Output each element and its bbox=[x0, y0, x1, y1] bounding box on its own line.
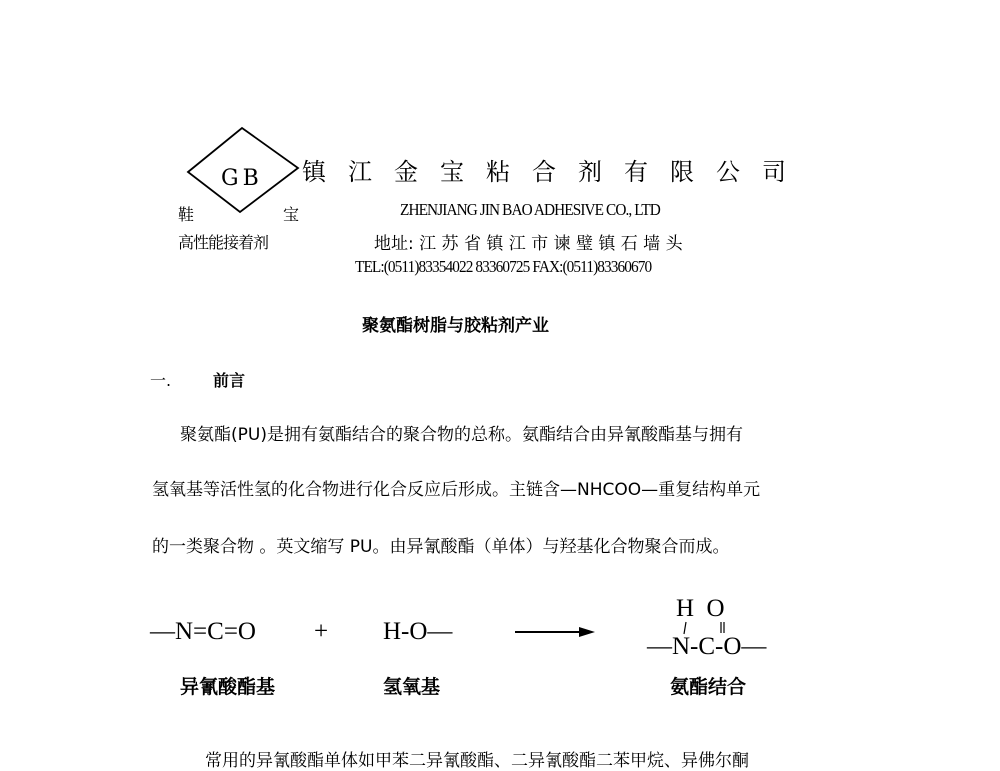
logo-left-char: 鞋 bbox=[178, 205, 195, 224]
company-contact: TEL:(0511)83354022 83360725 FAX:(0511)83360670 bbox=[355, 257, 652, 276]
paragraph-line: 氢氧基等活性氢的化合物进行化合反应后形成。主链含—NHCOO—重复结构单元 bbox=[152, 480, 761, 500]
paragraph-line: 常用的异氰酸酯单体如甲苯二异氰酸酯、二异氰酸酯二苯甲烷、异佛尔酮 bbox=[205, 751, 749, 771]
plus-sign: + bbox=[314, 618, 329, 645]
company-address: 地址: 江 苏 省 镇 江 市 谏 璧 镇 石 墙 头 bbox=[374, 234, 683, 254]
reactant-hydroxyl: H-O— bbox=[383, 618, 453, 645]
label-urethane: 氨酯结合 bbox=[670, 676, 747, 698]
logo-text: GB bbox=[221, 166, 263, 191]
logo-right-char: 宝 bbox=[283, 205, 300, 224]
slogan: 高性能接着剂 bbox=[178, 233, 269, 252]
paragraph-line: 聚氨酯(PU)是拥有氨酯结合的聚合物的总称。氨酯结合由异氰酸酯基与拥有 bbox=[180, 425, 743, 445]
company-name-en: ZHENJIANG JIN BAO ADHESIVE CO., LTD bbox=[400, 200, 660, 219]
product-urethane: —N-C-O— bbox=[647, 633, 767, 660]
product-top-atoms: H O bbox=[676, 595, 725, 622]
section-title: 前言 bbox=[213, 371, 246, 390]
reactant-isocyanate: —N=C=O bbox=[150, 618, 256, 645]
label-isocyanate: 异氰酸酯基 bbox=[180, 676, 276, 698]
section-number: 一. bbox=[150, 371, 172, 390]
reaction-arrow-icon bbox=[515, 624, 595, 640]
label-hydroxyl: 氢氧基 bbox=[383, 676, 441, 698]
document-title: 聚氨酯树脂与胶粘剂产业 bbox=[362, 316, 549, 336]
company-name-cn: 镇江金宝粘合剂有限公司 bbox=[302, 158, 808, 186]
paragraph-line: 的一类聚合物 。英文缩写 PU。由异氰酸酯（单体）与羟基化合物聚合而成。 bbox=[152, 537, 730, 557]
